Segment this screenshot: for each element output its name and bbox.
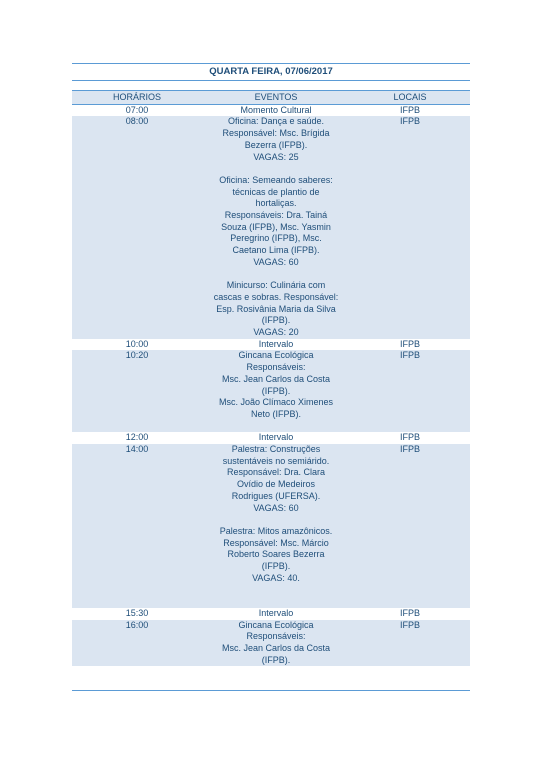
event-line: (IFPB). xyxy=(261,561,291,572)
schedule-table xyxy=(72,90,470,666)
event-line: Intervalo xyxy=(258,338,294,349)
place-cell: IFPB xyxy=(350,116,470,338)
title-top-rule xyxy=(72,63,470,64)
event-line: Intervalo xyxy=(258,607,294,618)
place-cell: IFPB xyxy=(399,338,420,349)
event-line: Palestra: Construções xyxy=(231,444,321,455)
event-spacer xyxy=(204,596,348,608)
table-bottom-rule xyxy=(72,690,470,691)
time-cell: 07:00 xyxy=(125,104,149,115)
event-cell xyxy=(202,620,350,667)
event-line: Msc. João Clímaco Ximenes xyxy=(218,397,334,408)
event-spacer xyxy=(204,269,348,281)
place-cell: IFPB xyxy=(399,432,420,443)
event-line: Responsável: Msc. Brígida xyxy=(222,128,330,139)
event-line: Responsáveis: Dra. Tainá xyxy=(224,210,328,221)
time-cell: 10:00 xyxy=(125,338,149,349)
event-line: Gincana Ecológica xyxy=(238,619,314,630)
event-line: VAGAS: 40. xyxy=(252,572,300,583)
place-cell: IFPB xyxy=(350,350,470,432)
schedule-row xyxy=(72,432,470,444)
event-line: Neto (IFPB). xyxy=(250,408,301,419)
place-cell: IFPB xyxy=(350,620,470,667)
event-line: Responsáveis: xyxy=(246,362,306,373)
time-cell: 12:00 xyxy=(125,432,149,443)
schedule-row xyxy=(72,620,470,667)
schedule-row xyxy=(72,444,470,608)
header-row xyxy=(72,91,470,105)
event-cell xyxy=(202,432,350,444)
place-cell: IFPB xyxy=(399,607,420,618)
event-cell xyxy=(202,104,350,116)
page-title: QUARTA FEIRA, 07/06/2017 xyxy=(209,66,333,77)
event-line: Oficina: Dança e saúde. xyxy=(227,116,325,127)
event-line: Roberto Soares Bezerra xyxy=(227,549,325,560)
time-cell: 16:00 xyxy=(72,620,202,667)
event-line: VAGAS: 60 xyxy=(253,256,299,267)
event-line: Souza (IFPB), Msc. Yasmin xyxy=(221,221,331,232)
event-line: VAGAS: 20 xyxy=(253,327,299,338)
title-bottom-rule xyxy=(72,80,470,81)
schedule-row xyxy=(72,339,470,351)
event-line: Ovídio de Medeiros xyxy=(236,479,316,490)
event-line: técnicas de plantio de xyxy=(232,186,320,197)
event-line: cascas e sobras. Responsável: xyxy=(213,291,339,302)
time-cell: 10:20 xyxy=(72,350,202,432)
header-event: EVENTOS xyxy=(202,91,350,105)
event-line: Msc. Jean Carlos da Costa xyxy=(221,642,331,653)
schedule-row xyxy=(72,104,470,116)
event-line: Rodrigues (UFERSA). xyxy=(231,490,321,501)
event-spacer xyxy=(204,514,348,526)
event-line: hortaliças. xyxy=(255,198,297,209)
event-cell xyxy=(202,350,350,432)
place-cell: IFPB xyxy=(399,104,420,115)
event-line: Gincana Ecológica xyxy=(238,350,314,361)
schedule-row xyxy=(72,608,470,620)
event-line: Caetano Lima (IFPB). xyxy=(232,245,320,256)
event-cell xyxy=(202,339,350,351)
event-line: Responsáveis: xyxy=(246,631,306,642)
event-line: Esp. Rosivânia Maria da Silva xyxy=(216,303,336,314)
event-line: Bezerra (IFPB). xyxy=(244,139,308,150)
event-line: Responsável: Msc. Márcio xyxy=(223,537,329,548)
event-line: Palestra: Mitos amazônicos. xyxy=(219,525,333,536)
time-cell: 14:00 xyxy=(72,444,202,608)
event-spacer xyxy=(204,421,348,433)
header-time: HORÁRIOS xyxy=(72,91,202,105)
event-line: Responsável: Dra. Clara xyxy=(226,467,326,478)
schedule-row xyxy=(72,116,470,338)
event-line: Minicurso: Culinária com xyxy=(226,280,326,291)
place-cell: IFPB xyxy=(350,444,470,608)
time-cell: 15:30 xyxy=(125,607,149,618)
event-line: (IFPB). xyxy=(261,315,291,326)
event-line: Msc. Jean Carlos da Costa xyxy=(221,373,331,384)
header-place: LOCAIS xyxy=(350,91,470,105)
event-line: (IFPB). xyxy=(261,385,291,396)
event-line: VAGAS: 60 xyxy=(253,502,299,513)
event-spacer xyxy=(204,163,348,175)
event-line: (IFPB). xyxy=(261,654,291,665)
event-cell xyxy=(202,116,350,338)
event-line: sustentáveis no semiárido. xyxy=(222,455,330,466)
time-cell: 08:00 xyxy=(72,116,202,338)
event-spacer xyxy=(204,584,348,596)
schedule-row xyxy=(72,350,470,432)
event-line: Momento Cultural xyxy=(240,104,312,115)
event-line: Oficina: Semeando saberes: xyxy=(219,174,333,185)
event-line: VAGAS: 25 xyxy=(253,151,299,162)
event-cell xyxy=(202,608,350,620)
event-line: Peregrino (IFPB), Msc. xyxy=(230,233,322,244)
event-line: Intervalo xyxy=(258,432,294,443)
event-cell xyxy=(202,444,350,608)
schedule-body xyxy=(72,104,470,666)
